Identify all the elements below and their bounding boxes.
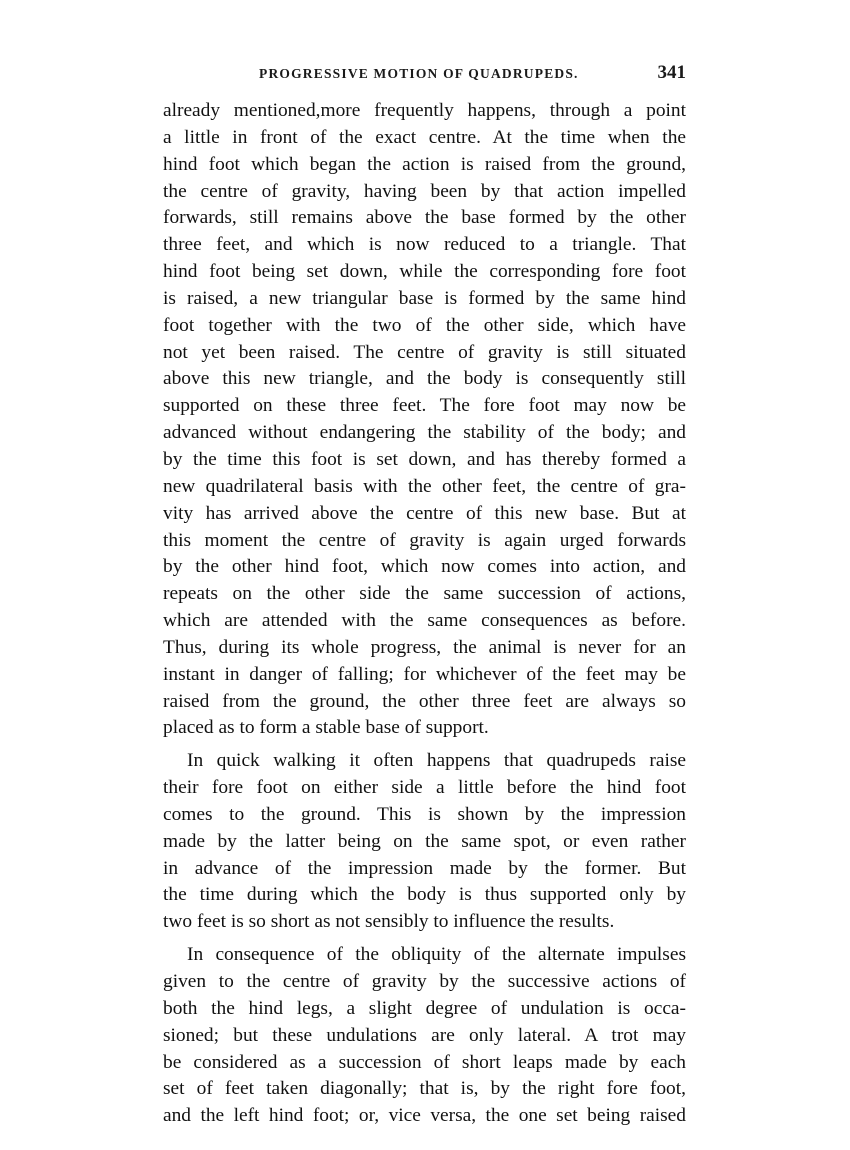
text-line: three feet, and which is now reduced to a triangle. That: [163, 234, 686, 256]
text-line: a little in front of the exact centre. At the time when the: [163, 126, 686, 148]
text-line: made by the latter being on the same spot, or even rather: [163, 830, 686, 852]
text-line: in advance of the impression made by the former. But: [163, 857, 686, 879]
text-line: In quick walking it often happens that quadrupeds raise: [187, 750, 686, 772]
text-line: advanced without endangering the stability of the body; and: [163, 422, 686, 444]
text-line: set of feet taken diagonally; that is, by the right fore foot,: [163, 1078, 686, 1100]
text-line: vity has arrived above the centre of this new base. But at: [163, 502, 686, 524]
text-line: repeats on the other side the same succession of actions,: [163, 583, 686, 605]
text-line: raised from the ground, the other three feet are always so: [163, 690, 686, 712]
text-line: hind foot which began the action is raised from the ground,: [163, 153, 686, 175]
text-line: this moment the centre of gravity is again urged forwards: [163, 529, 686, 551]
text-line: above this new triangle, and the body is consequently still: [163, 368, 686, 390]
paragraph: [163, 942, 686, 1130]
text-line: given to the centre of gravity by the successive actions of: [163, 971, 686, 992]
text-line: the time during which the body is thus supported only by: [163, 884, 686, 906]
text-line: not yet been raised. The centre of gravity is still situated: [163, 341, 686, 363]
text-line: comes to the ground. This is shown by the impression: [163, 803, 686, 825]
text-line: is raised, a new triangular base is formed by the same hind: [163, 287, 686, 309]
text-line: by the time this foot is set down, and has thereby formed a: [163, 448, 686, 470]
text-line: placed as to form a stable base of support.: [163, 717, 489, 739]
text-line: instant in danger of falling; for whichever of the feet may be: [163, 663, 686, 685]
text-line: forwards, still remains above the base formed by the other: [163, 207, 686, 229]
paragraph: [163, 98, 686, 742]
text-line: their fore foot on either side a little before the hind foot: [163, 777, 686, 799]
text-line: hind foot being set down, while the corresponding fore foot: [163, 261, 686, 283]
text-line: by the other hind foot, which now comes into action, and: [163, 556, 686, 578]
text-line: which are attended with the same consequences as before.: [163, 610, 686, 632]
text-line: be considered as a succession of short leaps made by each: [163, 1051, 686, 1073]
running-title: PROGRESSIVE MOTION OF QUADRUPEDS.: [259, 66, 579, 81]
paragraph: [163, 748, 686, 936]
text-line: supported on these three feet. The fore foot may now be: [163, 395, 686, 417]
text-line: both the hind legs, a slight degree of undulation is occa-: [163, 997, 686, 1019]
text-line: Thus, during its whole progress, the animal is never for an: [163, 636, 686, 658]
text-line: and the left hind foot; or, vice versa, the one set being raised: [163, 1105, 686, 1127]
text-line: the centre of gravity, having been by that action impelled: [163, 180, 686, 202]
text-line: new quadrilateral basis with the other feet, the centre of gra-: [163, 475, 686, 497]
text-line: sioned; but these undulations are only lateral. A trot may: [163, 1024, 686, 1046]
text-line: already mentioned,more frequently happens, through a point: [163, 100, 686, 121]
text-line: foot together with the two of the other side, which have: [163, 314, 686, 336]
text-line: In consequence of the obliquity of the alternate impulses: [187, 944, 686, 966]
body-text: [163, 98, 686, 1130]
page-number: 341: [657, 62, 686, 83]
text-line: two feet is so short as not sensibly to influence the results.: [163, 911, 615, 933]
running-head: [163, 62, 686, 86]
